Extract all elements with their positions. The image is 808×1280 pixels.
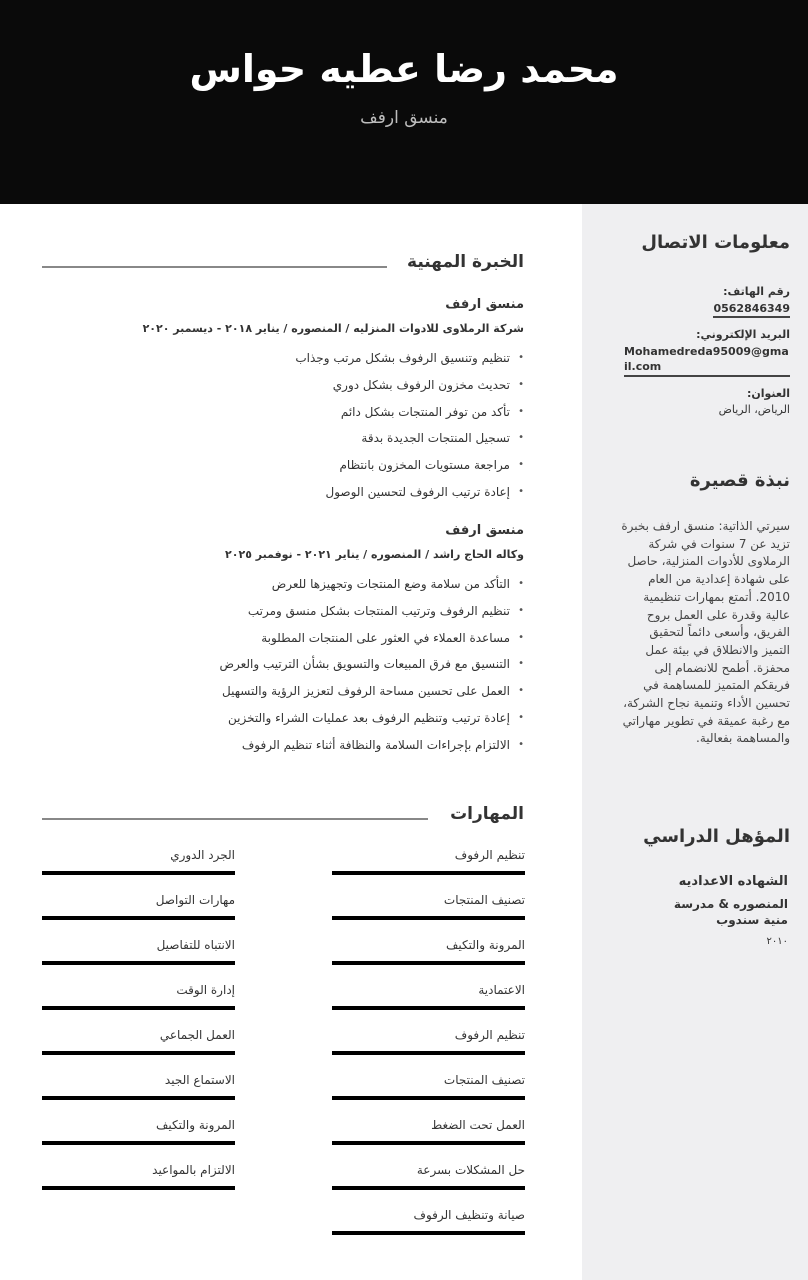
skill-item (332, 937, 525, 965)
list-item: • إعادة ترتيب الرفوف لتحسين الوصول (44, 482, 524, 509)
skill-label: الجرد الدوري (170, 848, 235, 862)
skill-label: الاعتمادية (478, 983, 525, 997)
skill-item (42, 847, 235, 875)
education-degree: الشهاده الاعداديه (678, 874, 788, 889)
experience-title: الخبرة المهنية (407, 252, 524, 272)
skill-bar (42, 1051, 235, 1055)
skill-bar (42, 1141, 235, 1145)
skill-label: الالتزام بالمواعيد (152, 1163, 235, 1177)
list-item: • تحديث مخزون الرفوف بشكل دوري (44, 375, 524, 402)
skill-item (332, 1162, 525, 1190)
experience-divider (42, 266, 387, 268)
skill-label: الانتباه للتفاصيل (156, 938, 235, 952)
job-company: وكاله الحاج راشد / المنصوره / يناير ٢٠٢١ - نوفمبر ٢٠٢٥ (225, 548, 524, 561)
skill-item (332, 1072, 525, 1100)
skill-bar (42, 1186, 235, 1190)
skills-divider (42, 818, 428, 820)
skill-item (42, 982, 235, 1010)
skill-label: الاستماع الجيد (164, 1073, 235, 1087)
skill-label: تصنيف المنتجات (443, 893, 525, 907)
list-item: • تنظيم وتنسيق الرفوف بشكل مرتب وجذاب (44, 348, 524, 375)
job-company: شركة الرملاوى للادوات المنزليه / المنصوره / يناير ٢٠١٨ - ديسمبر ٢٠٢٠ (142, 322, 524, 335)
list-item: • العمل على تحسين مساحة الرفوف لتعزيز الرؤية والتسهيل (44, 681, 524, 708)
job-title: منسق ارفف (445, 297, 524, 312)
skill-item (42, 937, 235, 965)
list-item: • إعادة ترتيب وتنظيم الرفوف بعد عمليات الشراء والتخزين (44, 708, 524, 735)
skill-label: مهارات التواصل (155, 893, 235, 907)
skill-bar (42, 1006, 235, 1010)
skill-bar (42, 871, 235, 875)
skill-label: تصنيف المنتجات (443, 1073, 525, 1087)
skill-bar (42, 961, 235, 965)
skill-item (332, 1207, 525, 1235)
skill-item (42, 1027, 235, 1055)
skills-title: المهارات (450, 804, 524, 824)
job-duties-list (44, 348, 524, 509)
skill-label: المرونة والتكيف (445, 938, 525, 952)
header (0, 0, 808, 204)
skill-item (42, 1117, 235, 1145)
skill-item (42, 1162, 235, 1190)
phone-value: 0562846349 (713, 302, 790, 318)
skill-item (42, 1072, 235, 1100)
phone-label: رقم الهاتف: (723, 285, 790, 298)
skill-label: العمل تحت الضغط (431, 1118, 525, 1132)
skill-item (332, 982, 525, 1010)
skill-bar (332, 871, 525, 875)
skill-label: تنظيم الرفوف (454, 1028, 525, 1042)
address-label: العنوان: (746, 387, 790, 400)
skill-item (332, 1027, 525, 1055)
about-title: نبذة قصيرة (689, 470, 790, 491)
education-place: المنصوره & مدرسة منية سندوب (673, 897, 788, 927)
education-title: المؤهل الدراسي (643, 826, 790, 847)
education-year: ٢٠١٠ (766, 936, 788, 947)
sidebar (582, 204, 808, 1280)
skill-label: المرونة والتكيف (155, 1118, 235, 1132)
list-item: • تنظيم الرفوف وترتيب المنتجات بشكل منسق ومرتب (44, 601, 524, 628)
skill-bar (332, 1231, 525, 1235)
list-item: • مراجعة مستويات المخزون بانتظام (44, 455, 524, 482)
skill-label: تنظيم الرفوف (454, 848, 525, 862)
skill-bar (332, 961, 525, 965)
skill-label: إدارة الوقت (176, 983, 235, 997)
skill-bar (332, 1186, 525, 1190)
contact-title: معلومات الاتصال (641, 232, 790, 253)
skill-item (42, 892, 235, 920)
skill-item (332, 1117, 525, 1145)
skill-bar (332, 916, 525, 920)
job-title: منسق ارفف (445, 523, 524, 538)
job-role: منسق ارفف (360, 108, 448, 128)
list-item: • الالتزام بإجراءات السلامة والنظافة أثناء تنظيم الرفوف (44, 735, 524, 762)
skill-bar (332, 1141, 525, 1145)
skill-label: حل المشكلات بسرعة (416, 1163, 525, 1177)
list-item: • مساعدة العملاء في العثور على المنتجات المطلوبة (44, 628, 524, 655)
skill-bar (332, 1006, 525, 1010)
address-value: الرياض، الرياض (718, 403, 790, 416)
skill-label: العمل الجماعي (159, 1028, 235, 1042)
skill-bar (42, 916, 235, 920)
job-duties-list (44, 574, 524, 762)
skill-item (332, 892, 525, 920)
email-underline (624, 375, 790, 377)
skill-label: صيانة وتنظيف الرفوف (413, 1208, 525, 1222)
list-item: • التأكد من سلامة وضع المنتجات وتجهيزها للعرض (44, 574, 524, 601)
skill-item (332, 847, 525, 875)
email-label: البريد الإلكتروني: (696, 328, 790, 341)
list-item: • التنسيق مع فرق المبيعات والتسويق بشأن الترتيب والعرض (44, 654, 524, 681)
list-item: • تسجيل المنتجات الجديدة بدقة (44, 428, 524, 455)
skill-bar (332, 1096, 525, 1100)
email-value[interactable]: Mohamedreda95009@gmail.com (624, 345, 789, 373)
about-text: سيرتي الذاتية: منسق ارفف بخبرة تزيد عن 7 سنوات في شركة الرملاوى للأدوات المنزلية، حاصل على شهادة إعدادية من العام 2010. أتمتع بمهارات تنظيمية عالية وقدرة على العمل بروح الفريق، وأسعى دائماً لتحقيق التميز والانطلاق في بيئة عمل محفزة. أطمح للانضمام إلى فريقكم المتميز للمساهمة في تحسين الأداء وتنمية نجاح الشركة، مع رغبة عميقة في تطوير مهاراتي والمساهمة بفعالية. (621, 519, 790, 746)
person-name: محمد رضا عطيه حواس (189, 47, 619, 91)
skill-bar (332, 1051, 525, 1055)
list-item: • تأكد من توفر المنتجات بشكل دائم (44, 402, 524, 429)
skill-bar (42, 1096, 235, 1100)
